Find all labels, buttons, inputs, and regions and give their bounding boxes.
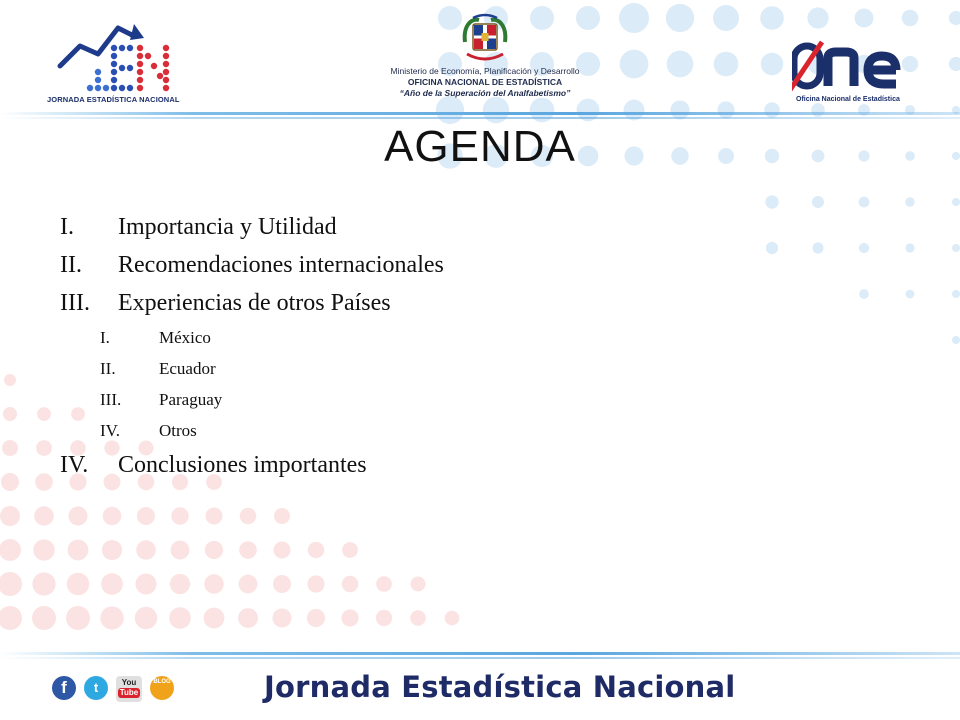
- background-dot: [239, 575, 258, 594]
- background-dot: [666, 4, 694, 32]
- background-dot: [274, 508, 290, 524]
- background-dot: [204, 608, 225, 629]
- background-dot: [902, 10, 919, 27]
- youtube-icon-label-top: You: [121, 678, 137, 687]
- background-dot: [170, 574, 190, 594]
- background-dot: [760, 6, 784, 30]
- one-logo: [792, 40, 908, 96]
- background-dot: [376, 576, 392, 592]
- one-logo-caption: Oficina Nacional de Estadística: [796, 96, 900, 103]
- background-dot: [812, 242, 823, 253]
- agenda-item-number: I.: [60, 214, 74, 240]
- background-dot: [667, 51, 694, 78]
- background-dot: [859, 289, 869, 299]
- background-dot: [376, 610, 392, 626]
- background-dot: [342, 576, 359, 593]
- background-dot: [1, 473, 19, 491]
- blog-icon[interactable]: [150, 676, 174, 700]
- background-dot: [101, 573, 123, 595]
- page-title: AGENDA: [384, 122, 576, 171]
- background-dot: [341, 609, 358, 626]
- background-dot: [952, 290, 960, 298]
- background-dot: [274, 542, 291, 559]
- header-divider-line: [0, 112, 960, 115]
- background-dot: [952, 336, 960, 344]
- background-dot: [273, 575, 291, 593]
- background-dot: [32, 572, 55, 595]
- background-dot: [952, 244, 960, 252]
- agenda-item-text: Experiencias de otros Países: [118, 290, 391, 316]
- background-dot: [761, 53, 784, 76]
- background-dot: [949, 57, 960, 71]
- year-motto: “Año de la Superación del Analfabetismo”: [399, 88, 571, 98]
- footer-divider-line: [0, 652, 960, 655]
- footer-divider-line-thin: [0, 657, 960, 659]
- agenda-subitem-number: I.: [100, 328, 110, 347]
- agenda-subitem-number: II.: [100, 359, 116, 378]
- jornada-estadistica-logo: [48, 14, 178, 106]
- jornada-logo-caption: JORNADA ESTADÍSTICA NACIONAL: [47, 95, 180, 104]
- background-dot: [812, 196, 824, 208]
- background-dot: [205, 541, 223, 559]
- background-dot: [171, 507, 189, 525]
- background-dot: [137, 507, 155, 525]
- agenda-subitem-text: Ecuador: [159, 359, 216, 378]
- facebook-icon[interactable]: f: [52, 676, 76, 700]
- background-dot: [67, 573, 90, 596]
- background-dot: [906, 290, 915, 299]
- background-dot: [2, 440, 18, 456]
- background-dot: [807, 7, 828, 28]
- background-dot: [169, 607, 191, 629]
- background-dot: [36, 440, 52, 456]
- footer-title: Jornada Estadística Nacional: [264, 670, 736, 704]
- background-dot: [204, 574, 224, 594]
- background-dot: [102, 540, 122, 560]
- background-dot: [411, 577, 426, 592]
- background-dot: [0, 539, 21, 561]
- background-dot: [206, 508, 223, 525]
- background-dot: [239, 541, 257, 559]
- background-dot: [238, 608, 258, 628]
- background-dot: [68, 540, 89, 561]
- agenda-item-text: Recomendaciones internacionales: [118, 252, 444, 278]
- background-dot: [69, 507, 88, 526]
- header-divider-line-thin: [0, 117, 960, 119]
- agenda-subitem-number: III.: [100, 390, 122, 409]
- background-dot: [855, 9, 874, 28]
- background-dot: [136, 574, 157, 595]
- background-dot: [240, 508, 257, 525]
- background-dot: [171, 541, 190, 560]
- blog-icon-label: BLOG: [153, 679, 171, 685]
- background-dot: [3, 407, 17, 421]
- youtube-icon-label-bottom: Tube: [119, 688, 139, 697]
- agenda-item-text: Importancia y Utilidad: [118, 214, 337, 240]
- background-dot: [103, 507, 122, 526]
- background-dot: [37, 407, 51, 421]
- background-dot: [100, 606, 123, 629]
- background-dot: [766, 242, 778, 254]
- agenda-subitem-text: México: [159, 328, 211, 347]
- background-dot: [35, 473, 53, 491]
- background-dot: [4, 374, 16, 386]
- agenda-item-number: II.: [60, 252, 82, 278]
- agenda-item-number: IV.: [60, 452, 89, 478]
- office-name: OFICINA NACIONAL DE ESTADÍSTICA: [407, 77, 563, 87]
- agenda-subitem-text: Paraguay: [159, 390, 223, 409]
- background-dot: [307, 609, 325, 627]
- agenda-item-number: III.: [60, 290, 90, 316]
- background-dot: [764, 102, 779, 117]
- background-dot: [273, 609, 292, 628]
- background-dot: [713, 5, 739, 31]
- background-dot: [859, 197, 870, 208]
- background-dot: [307, 575, 324, 592]
- background-dot: [342, 542, 358, 558]
- background-dot: [0, 606, 22, 630]
- background-dot: [308, 542, 324, 558]
- background-dot: [905, 197, 914, 206]
- background-dot: [905, 243, 914, 252]
- agenda-item-text: Conclusiones importantes: [118, 452, 367, 478]
- ministry-name: Ministerio de Economía, Planificación y Desarrollo: [390, 66, 580, 76]
- background-dot: [0, 506, 20, 526]
- ministry-header: [340, 12, 630, 99]
- background-dot: [714, 52, 739, 77]
- youtube-icon[interactable]: [116, 676, 142, 702]
- background-dot: [859, 243, 869, 253]
- coat-of-arms-emblem: [459, 12, 511, 66]
- background-dot: [952, 198, 960, 206]
- agenda-subitem-number: IV.: [100, 421, 120, 440]
- background-dot: [0, 572, 22, 596]
- background-dot: [66, 606, 90, 630]
- agenda-subitem-text: Otros: [159, 421, 197, 440]
- background-dot: [33, 539, 54, 560]
- twitter-icon[interactable]: t: [84, 676, 108, 700]
- background-dot: [445, 611, 460, 626]
- background-dot: [135, 607, 158, 630]
- background-dot: [136, 540, 156, 560]
- background-dot: [71, 407, 85, 421]
- background-dot: [765, 195, 778, 208]
- background-dot: [34, 506, 54, 526]
- background-dot: [949, 11, 960, 25]
- background-dot: [410, 610, 426, 626]
- background-dot: [32, 606, 56, 630]
